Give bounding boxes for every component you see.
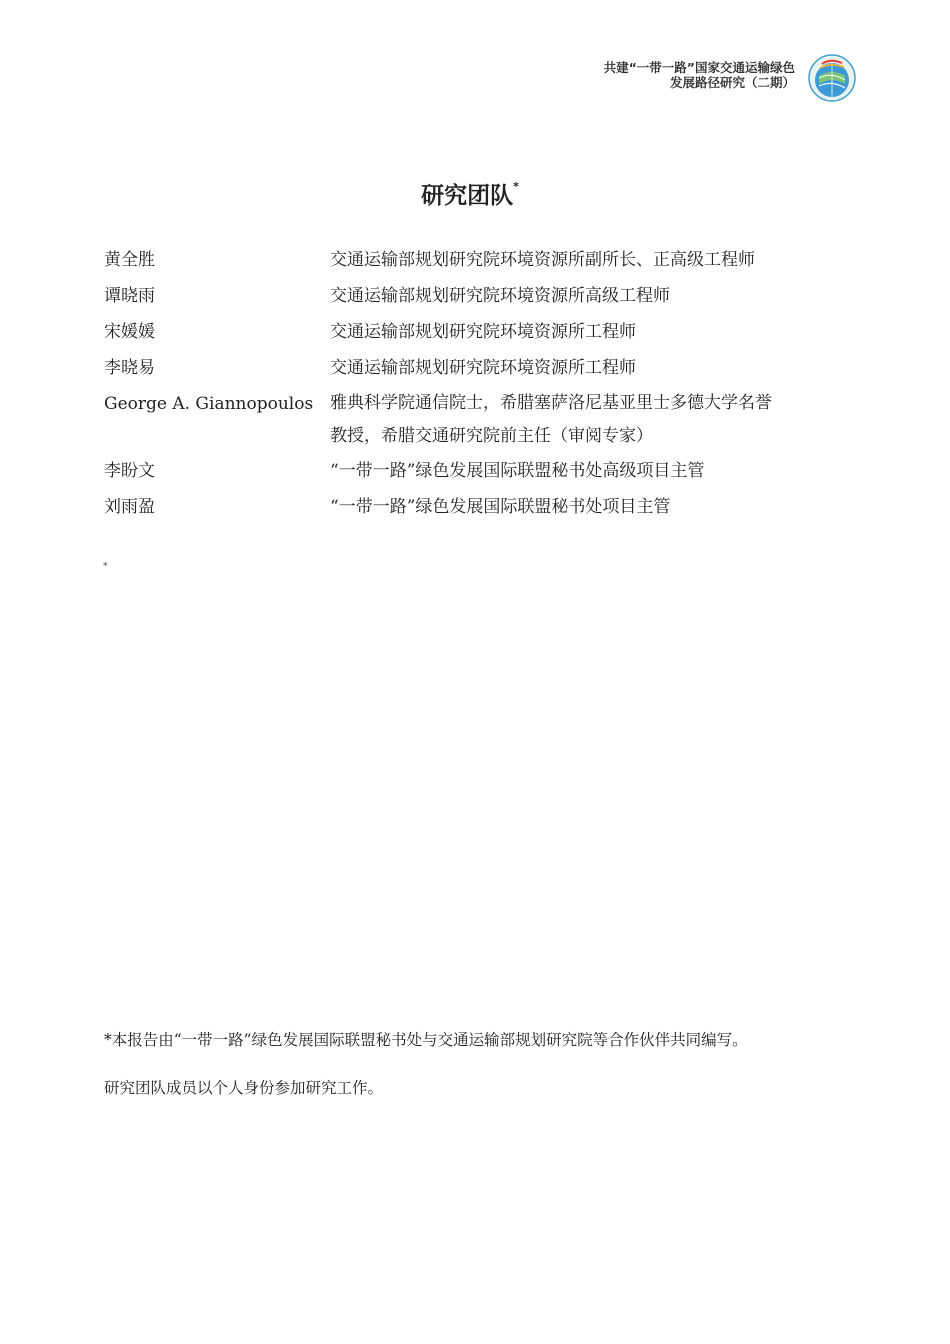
footnote-marker: *	[103, 562, 108, 572]
member-name: 刘雨盈	[104, 497, 155, 517]
member-name: 宋媛媛	[104, 322, 155, 342]
member-role	[330, 386, 844, 453]
member-role-line-2: 教授，希腊交通研究院前主任（审阅专家）	[330, 426, 653, 446]
header-line-1: 共建“一带一路”国家交通运输绿色	[603, 60, 795, 75]
title-mark: *	[513, 180, 519, 194]
header-line-2: 发展路径研究（二期）	[669, 75, 795, 90]
globe-logo-icon	[808, 54, 856, 102]
member-role: 交通运输部规划研究院环境资源所高级工程师	[330, 286, 670, 306]
member-role: 交通运输部规划研究院环境资源所工程师	[330, 358, 636, 378]
team-member-row	[104, 350, 844, 386]
title-text: 研究团队	[421, 183, 514, 209]
team-member-row	[104, 242, 844, 278]
member-name: George A. Giannopoulos	[104, 394, 314, 414]
team-member-row	[104, 386, 844, 453]
member-role: 交通运输部规划研究院环境资源所副所长、正高级工程师	[330, 250, 755, 270]
member-role: 交通运输部规划研究院环境资源所工程师	[330, 322, 636, 342]
footnote-line-1: *本报告由“一带一路”绿色发展国际联盟秘书处与交通运输部规划研究院等合作伙伴共同编写。	[104, 1031, 748, 1049]
running-header	[604, 60, 795, 90]
member-role-line-1: 雅典科学院通信院士，希腊塞萨洛尼基亚里士多德大学名誉	[330, 393, 772, 413]
member-role: “一带一路”绿色发展国际联盟秘书处高级项目主管	[330, 461, 705, 481]
team-member-row	[104, 278, 844, 314]
member-name: 李盼文	[104, 461, 155, 481]
member-role: “一带一路”绿色发展国际联盟秘书处项目主管	[330, 497, 671, 517]
footnote-line-2: 研究团队成员以个人身份参加研究工作。	[104, 1079, 384, 1097]
member-name: 李晓易	[104, 358, 155, 378]
page-title	[0, 177, 940, 210]
member-name: 谭晓雨	[104, 286, 155, 306]
team-member-row	[104, 314, 844, 350]
team-list	[104, 242, 844, 525]
team-member-row	[104, 453, 844, 489]
team-member-row	[104, 489, 844, 525]
member-name: 黄全胜	[104, 250, 155, 270]
